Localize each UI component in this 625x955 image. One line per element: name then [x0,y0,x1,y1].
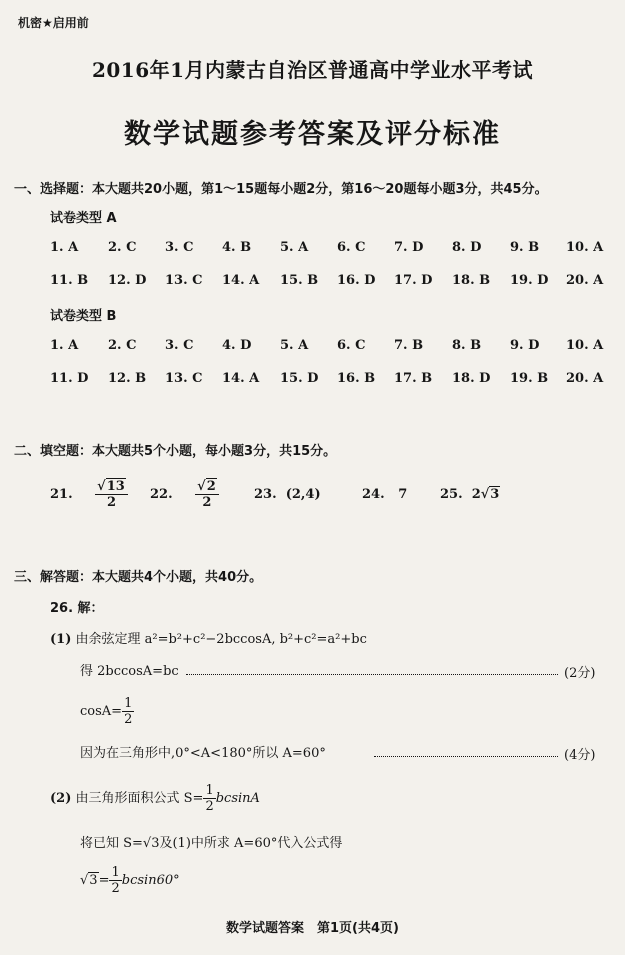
answer-cell: 2. C [108,338,137,353]
q26-part1-line1: (1) 由余弦定理 a²=b²+c²−2bccosA, b²+c²=a²+bc [50,632,367,647]
answer-cell: 14. A [222,273,260,288]
q26-part2-line2: 将已知 S=√3及(1)中所求 A=60°代入公式得 [80,836,343,851]
answer-cell: 20. A [566,273,604,288]
answer-cell: 9. B [510,240,540,255]
answer-cell: 5. A [280,240,309,255]
section3-heading: 三、解答题：本大题共4个小题，共40分。 [14,570,263,585]
answer-cell: 12. B [108,371,147,386]
answer-cell: 3. C [165,240,194,255]
answer-cell: 16. B [337,371,376,386]
score-2: (2分) [564,666,596,681]
type-a-label: 试卷类型 A [50,211,117,226]
q26-part1-line4: 因为在三角形中,0°<A<180°所以 A=60° [80,746,326,761]
answer-cell: 1. A [50,338,79,353]
answer-cell: 3. C [165,338,194,353]
type-b-label: 试卷类型 B [50,309,117,324]
answer-cell: 5. A [280,338,309,353]
confidential-mark: 机密★启用前 [18,16,89,30]
q26-label: 26. 解： [50,601,104,616]
answer-cell: 7. D [394,240,424,255]
q26-part2-line3: √3= $\frac{1}{2}$ bcsin60° [80,865,180,896]
answer-cell: 11. D [50,371,89,386]
fill-q21: 21. $\frac{√13}{2}$ [50,480,128,509]
document-title: 数学试题参考答案及评分标准 [124,119,501,150]
answer-cell: 8. D [452,240,482,255]
section1-heading: 一、选择题：本大题共20小题，第1～15题每小题2分，第16～20题每小题3分，共45分。 [14,182,548,197]
leader-dots-1 [186,674,558,675]
answer-cell: 10. A [566,240,604,255]
answer-cell: 16. D [337,273,376,288]
answer-cell: 4. B [222,240,252,255]
answer-cell: 17. D [394,273,433,288]
answer-cell: 19. D [510,273,549,288]
answer-cell: 1. A [50,240,79,255]
leader-dots-2 [374,756,558,757]
answer-cell: 14. A [222,371,260,386]
answer-cell: 10. A [566,338,604,353]
answer-cell: 18. D [452,371,491,386]
exam-title: 2016年1月内蒙古自治区普通高中学业水平考试 [91,58,534,82]
answer-cell: 11. B [50,273,89,288]
answer-cell: 20. A [566,371,604,386]
answer-cell: 8. B [452,338,482,353]
answer-cell: 17. B [394,371,433,386]
section2-heading: 二、填空题：本大题共5个小题，每小题3分，共15分。 [14,444,337,459]
answer-cell: 15. D [280,371,319,386]
fill-q22: 22. $\frac{√2}{2}$ [150,480,219,509]
q26-part1-cos: cosA= $\frac{1}{2}$ [80,696,133,727]
page-footer: 数学试题答案 第1页(共4页) [226,921,399,936]
answer-cell: 9. D [510,338,540,353]
answer-cell: 13. C [165,371,203,386]
answer-cell: 6. C [337,240,366,255]
answer-cell: 15. B [280,273,319,288]
answer-cell: 4. D [222,338,252,353]
fill-q25: 25. 2√3 [440,487,500,502]
answer-cell: 13. C [165,273,203,288]
answer-cell: 7. B [394,338,424,353]
answer-cell: 2. C [108,240,137,255]
q26-part2-line1: (2) 由三角形面积公式 S= $\frac{1}{2}$ bcsinA [50,783,260,814]
answer-cell: 19. B [510,371,549,386]
score-4: (4分) [564,748,596,763]
fill-q24: 24. 7 [362,487,408,502]
fill-q23: 23. (2,4) [254,487,321,502]
answer-cell: 18. B [452,273,491,288]
answer-cell: 6. C [337,338,366,353]
answer-cell: 12. D [108,273,147,288]
q26-part1-line2: 得 2bccosA=bc [80,664,179,679]
